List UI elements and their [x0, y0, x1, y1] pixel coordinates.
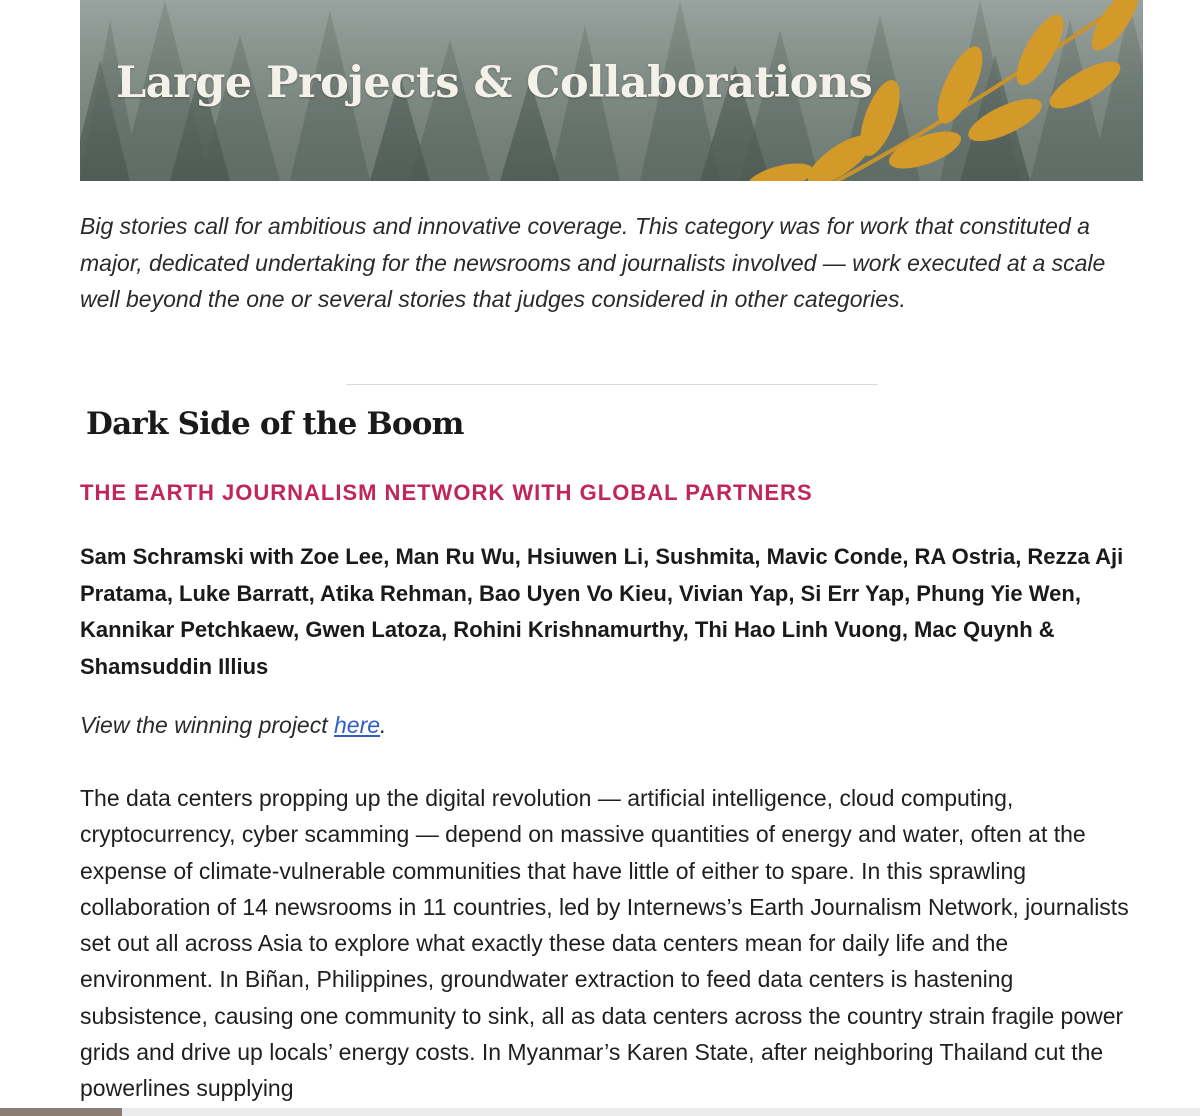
- contributors-list: Sam Schramski with Zoe Lee, Man Ru Wu, Hsiuwen Li, Sushmita, Mavic Conde, RA Ostria, Rezza Aji Pratama, Luke Barratt, Atika Rehman, Bao Uyen Vo Kieu, Vivian Yap, Si Err Yap, Phung Yie Wen, Kannikar Petchkaew, Gwen Latoza, Rohini Krishnamurthy, Thi Hao Linh Vuong, Mac Quynh & Shamsuddin Illius: [80, 544, 1124, 679]
- banner-title: Large Projects & Collaborations: [116, 58, 873, 108]
- view-project-prefix: View the winning project: [80, 712, 334, 738]
- view-project-suffix: .: [380, 712, 387, 738]
- view-project-line: [80, 712, 386, 739]
- organization-name: THE EARTH JOURNALISM NETWORK WITH GLOBAL PARTNERS: [80, 480, 813, 505]
- bottom-strip-thumbnail: [0, 1108, 122, 1116]
- body-paragraph: The data centers propping up the digital revolution — artificial intelligence, cloud computing, cryptocurrency, cyber scamming — depend on massive quantities of energy and water, often at the expense of climate-vulnerable communities that have little of either to spare. In this sprawling collaboration of 14 newsrooms in 11 countries, led by Internews’s Earth Journalism Network, journalists set out all across Asia to explore what exactly these data centers mean for daily life and the environment. In Biñan, Philippines, groundwater extraction to feed data centers is hastening subsistence, causing one community to sink, all as data centers across the country strain fragile power grids and drive up locals’ energy costs. In Myanmar’s Karen State, after neighboring Thailand cut the powerlines supplying: [80, 785, 1129, 1102]
- story-title: Dark Side of the Boom: [86, 406, 464, 442]
- header-banner: [80, 0, 1143, 181]
- project-link[interactable]: here: [334, 712, 381, 738]
- bottom-strip: [0, 1108, 1200, 1116]
- story-body: [80, 780, 1140, 1107]
- section-divider: [346, 384, 878, 385]
- category-description: Big stories call for ambitious and innovative coverage. This category was for work that constituted a major, dedicated undertaking for the newsrooms and journalists involved — work executed at a scale well beyond the one or several stories that judges considered in other categories.: [80, 213, 1106, 312]
